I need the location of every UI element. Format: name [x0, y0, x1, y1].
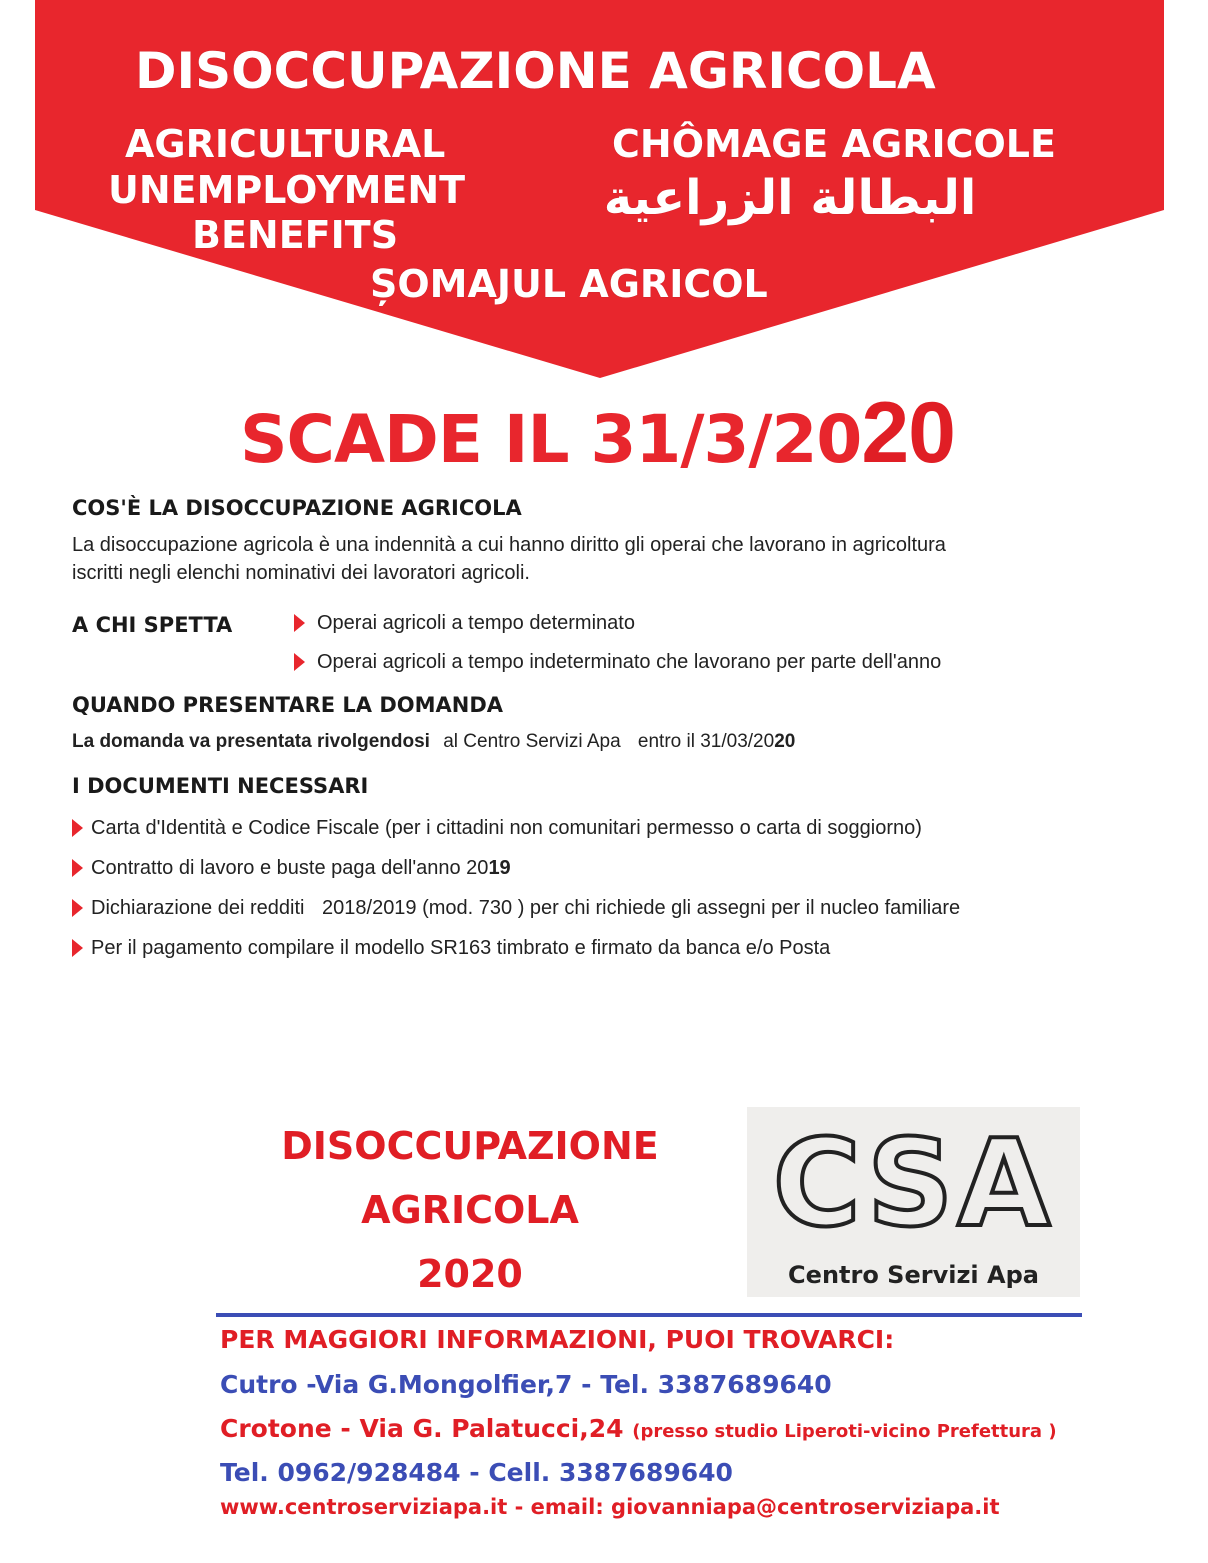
- quando-text-b: al Centro Servizi Apa: [443, 731, 621, 752]
- arrow-icon: [72, 939, 83, 957]
- cose-text-line2: iscritti negli elenchi nominativi dei lavoratori agricoli.: [72, 562, 530, 584]
- doc-item: [72, 937, 830, 960]
- doc-item-label: Contratto di lavoro e buste paga dell'anno 20: [91, 857, 489, 879]
- csa-logo: [747, 1107, 1080, 1297]
- bottom-title-line1: DISOCCUPAZIONE: [281, 1124, 659, 1168]
- doc-item-suffix: 19: [488, 857, 511, 879]
- doc-item-label: Dichiarazione dei redditi: [91, 897, 305, 919]
- banner-en-line1: AGRICULTURAL: [125, 122, 446, 166]
- banner-en-line2: UNEMPLOYMENT: [108, 168, 466, 212]
- quando-text-d: 20: [774, 731, 796, 752]
- divider: [216, 1313, 1082, 1317]
- banner-ro: ȘOMAJUL AGRICOL: [370, 262, 768, 306]
- quando-text: [72, 731, 795, 753]
- deadline-suffix: 20: [861, 385, 955, 481]
- contact-crotone: [220, 1414, 1057, 1443]
- bottom-title-line3: 2020: [417, 1252, 523, 1296]
- deadline: [240, 384, 955, 483]
- doc-item-label: Per il pagamento compilare il modello SR163 timbrato e firmato da banca e/o Posta: [91, 937, 831, 959]
- quando-text-a: La domanda va presentata rivolgendosi: [72, 731, 430, 752]
- bottom-title-line2: AGRICOLA: [361, 1188, 579, 1232]
- logo-letters: CSA: [772, 1115, 1055, 1254]
- arrow-icon: [72, 819, 83, 837]
- banner-en-line3: BENEFITS: [192, 213, 399, 257]
- logo-name: Centro Servizi Apa: [788, 1261, 1039, 1289]
- quando-text-c: entro il 31/03/20: [637, 731, 775, 752]
- banner-fr: CHÔMAGE AGRICOLE: [612, 122, 1056, 166]
- chi-item-label: Operai agricoli a tempo determinato: [317, 612, 635, 634]
- doc-item: [72, 897, 960, 920]
- arrow-icon: [72, 859, 83, 877]
- arrow-icon: [294, 614, 305, 632]
- banner-ar: البطالة الزراعية: [603, 170, 977, 226]
- chi-item: [294, 651, 941, 674]
- contact-cutro: Cutro -Via G.Mongolfier,7 - Tel. 3387689640: [220, 1370, 832, 1399]
- doc-item: [72, 857, 511, 880]
- section-title-cose: COS'È LA DISOCCUPAZIONE AGRICOLA: [72, 496, 522, 520]
- deadline-prefix: SCADE IL 31/3/20: [240, 401, 862, 478]
- doc-item: [72, 817, 922, 840]
- doc-item-cont: 2018/2019 (mod. 730 ) per chi richiede gli assegni per il nucleo familiare: [322, 897, 961, 919]
- contact-crotone-address: Crotone - Via G. Palatucci,24: [220, 1414, 624, 1443]
- section-title-quando: QUANDO PRESENTARE LA DOMANDA: [72, 693, 504, 717]
- section-title-chi: A CHI SPETTA: [72, 613, 233, 637]
- contact-phone: Tel. 0962/928484 - Cell. 3387689640: [220, 1458, 733, 1487]
- doc-item-label: Carta d'Identità e Codice Fiscale (per i cittadini non comunitari permesso o carta di soggiorno): [91, 817, 922, 839]
- arrow-icon: [72, 899, 83, 917]
- chi-item: [294, 612, 635, 635]
- cose-text-line1: La disoccupazione agricola è una indennità a cui hanno diritto gli operai che lavorano in agricoltura: [72, 534, 946, 556]
- section-title-documenti: I DOCUMENTI NECESSARI: [72, 774, 369, 798]
- info-title: PER MAGGIORI INFORMAZIONI, PUOI TROVARCI:: [220, 1325, 895, 1354]
- banner-title: DISOCCUPAZIONE AGRICOLA: [135, 42, 936, 100]
- contact-web-email[interactable]: www.centroserviziapa.it - email: giovanniapa@centroserviziapa.it: [220, 1495, 1000, 1519]
- header-banner: [0, 0, 1208, 400]
- contact-crotone-note: (presso studio Liperoti-vicino Prefettura ): [632, 1421, 1057, 1442]
- chi-item-label: Operai agricoli a tempo indeterminato che lavorano per parte dell'anno: [317, 651, 942, 673]
- arrow-icon: [294, 653, 305, 671]
